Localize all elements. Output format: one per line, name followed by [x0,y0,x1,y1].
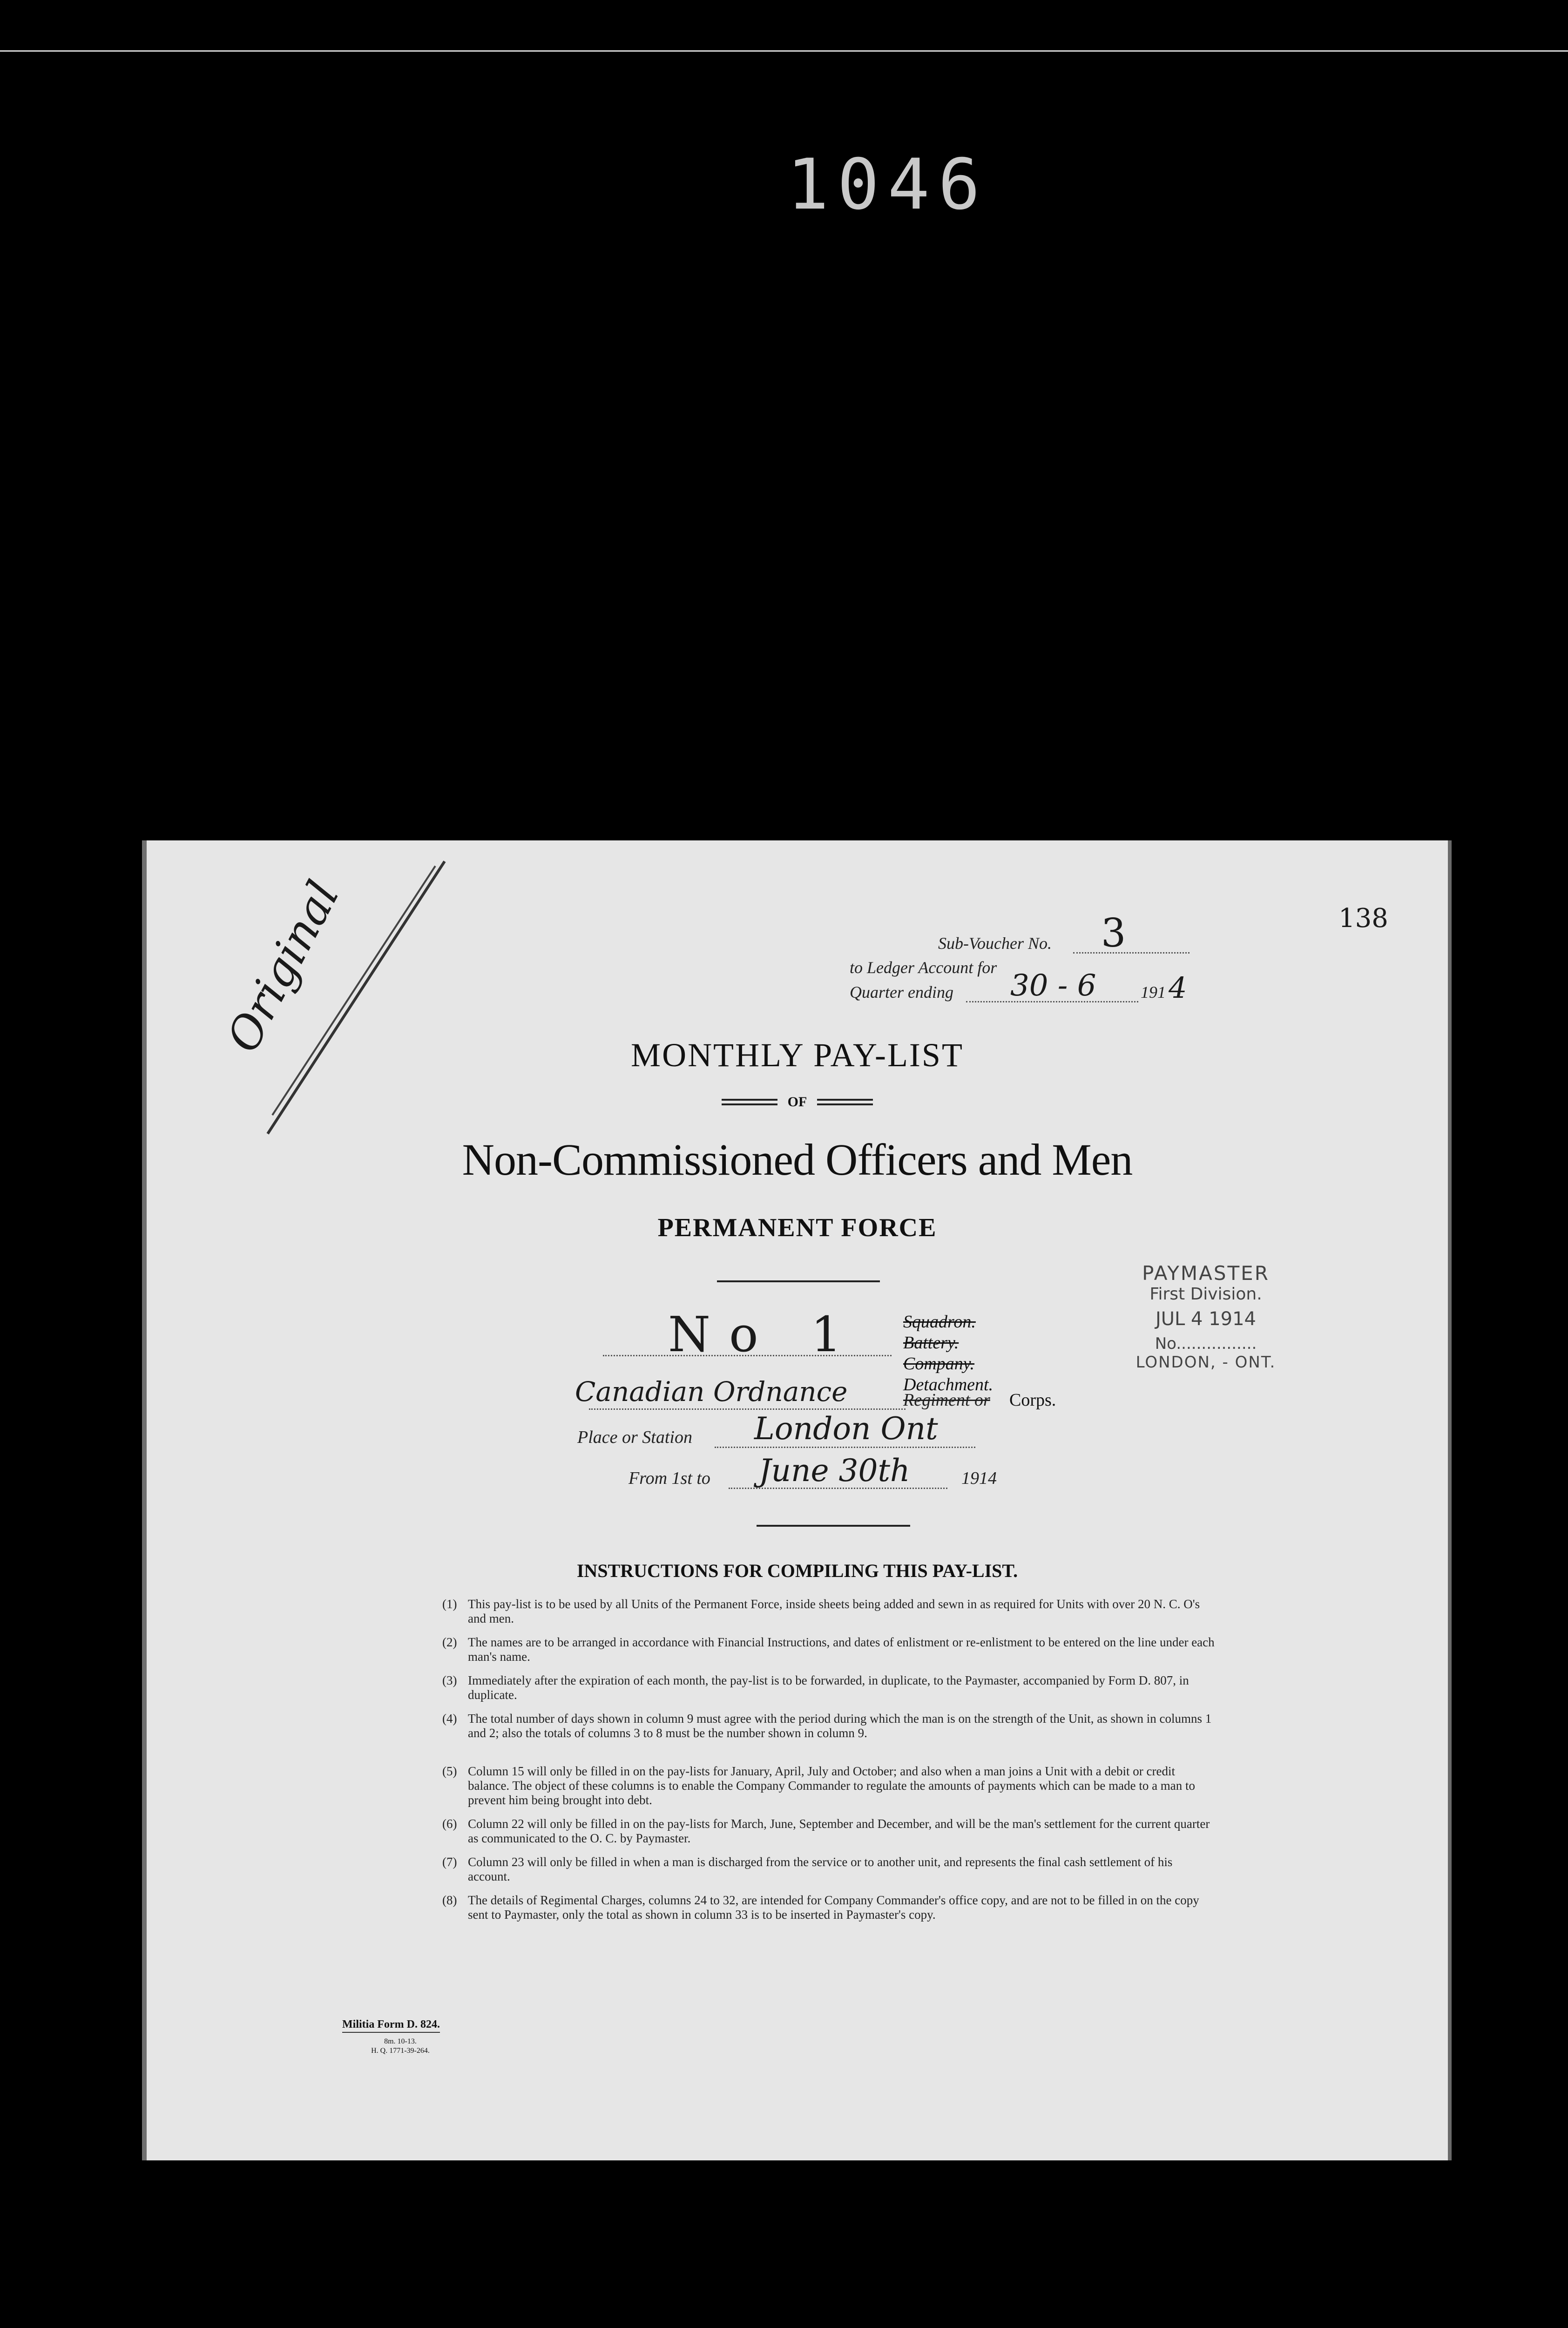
instruction-text: Column 22 will only be filled in on the pay-lists for March, June, September and December, and will be the man's settlement for the current quarter as communicated to the O. C. by Paymaster. [468,1817,1210,1845]
instructions-title: INSTRUCTIONS FOR COMPILING THIS PAY-LIST. [576,1560,1018,1581]
title-rule [717,1280,880,1282]
instruction-number: (4) [442,1712,457,1726]
instruction-item [442,1673,1217,1702]
force-label: PERMANENT FORCE [657,1213,937,1242]
instruction-text: This pay-list is to be used by all Units of the Permanent Force, inside sheets being added and sewn in as required for Units with over 20 N. C. O's and men. [468,1597,1200,1625]
form-code-print: 8m. 10-13. [384,2037,417,2045]
stamp-number: No................ [1155,1334,1257,1353]
of-word: OF [787,1094,807,1110]
instruction-text: The total number of days shown in column 9 must agree with the period during which the man is on the strength of the Unit, as shown in columns 1 and 2; also the totals of columns 3 to 8 must be the number shown in column 9. [468,1712,1212,1740]
paymaster-stamp [1085,1262,1327,1372]
instruction-text: The details of Regimental Charges, columns 24 to 32, are intended for Company Commander's office copy, and are not to be filled in on the copy sent to Paymaster, only the total as shown in column 33 is to be inserted in Paymaster's copy. [468,1893,1199,1922]
instruction-item [442,1712,1217,1740]
instruction-item [442,1855,1217,1884]
from-label: From 1st to [629,1469,710,1488]
quarter-year-hand: 4 [1169,971,1187,1005]
instruction-number: (6) [442,1817,457,1831]
of-divider [147,1094,1448,1110]
corps-value: Canadian Ordnance [575,1376,848,1408]
unit-option-battery: Battery. [903,1333,959,1353]
form-title: MONTHLY PAY-LIST [631,1036,964,1074]
unit-option-company: Company. [903,1354,975,1374]
page-number: 138 [1338,903,1388,934]
station-line [715,1447,975,1448]
form-code-hq: H. Q. 1771-39-264. [371,2047,430,2055]
quarter-label: Quarter ending [850,983,953,1002]
instruction-item [442,1635,1217,1664]
from-year: 1914 [961,1469,997,1488]
corps-struck: Regiment or [903,1390,990,1410]
from-value: June 30th [759,1453,910,1489]
instruction-item [442,1764,1217,1807]
unit-option-squadron: Squadron. [903,1312,976,1332]
reel-number: 1046 [787,144,989,225]
militia-form-label: Militia Form D. 824. [342,2018,440,2033]
film-edge-line [0,50,1568,52]
instruction-item [442,1893,1217,1922]
stamp-date: JUL 4 1914 [1155,1308,1257,1330]
instruction-text: Column 23 will only be filled in when a man is discharged from the service or to another unit, and represents the final cash settlement of his account. [468,1855,1173,1883]
station-label: Place or Station [577,1428,692,1447]
corps-label: Corps. [1009,1390,1056,1410]
instruction-text: The names are to be arranged in accordance with Financial Instructions, and dates of enlistment or re-enlistment to be entered on the line under each man's name. [468,1635,1215,1664]
form-codes [365,2037,435,2056]
unit-option-detachment: Detachment. [903,1375,994,1394]
station-value: London Ont [754,1411,938,1447]
stamp-line-division: First Division. [1149,1285,1262,1304]
sub-voucher-line [1073,952,1190,954]
corps-line [589,1408,906,1410]
instruction-text: Immediately after the expiration of each month, the pay-list is to be forwarded, in duplicate, to the Paymaster, accompanied by Form D. 807, in duplicate. [468,1673,1189,1702]
instruction-text: Column 15 will only be filled in on the pay-lists for January, April, July and October; and also when a man joins a Unit with a debit or credit balance. The object of these columns is to enable the Company Commander to regulate the amounts of payments which can be made to a man to prevent him being brought into debt. [468,1764,1196,1807]
stamp-line-paymaster: PAYMASTER [1142,1262,1270,1285]
unit-options [903,1312,993,1395]
instruction-number: (3) [442,1673,457,1687]
form-subtitle: Non-Commissioned Officers and Men [462,1135,1133,1184]
unit-number: No 1 [668,1306,860,1363]
instruction-number: (7) [442,1855,457,1869]
from-rule [757,1525,910,1527]
ledger-label: to Ledger Account for [850,958,997,977]
quarter-year-printed: 191 [1141,983,1166,1002]
unit-line [603,1355,892,1356]
instruction-number: (1) [442,1597,457,1611]
pay-list-cover-sheet [142,840,1452,2160]
instruction-number: (2) [442,1635,457,1649]
instruction-item [442,1817,1217,1846]
margin-note-original: Original [216,873,350,1061]
instruction-number: (8) [442,1893,457,1907]
instruction-number: (5) [442,1764,457,1778]
instruction-item [442,1597,1217,1626]
sub-voucher-value: 3 [1101,910,1126,956]
stamp-place: LONDON, - ONT. [1135,1353,1276,1372]
sub-voucher-label: Sub-Voucher No. [938,934,1052,953]
quarter-value: 30 - 6 [1010,968,1096,1003]
